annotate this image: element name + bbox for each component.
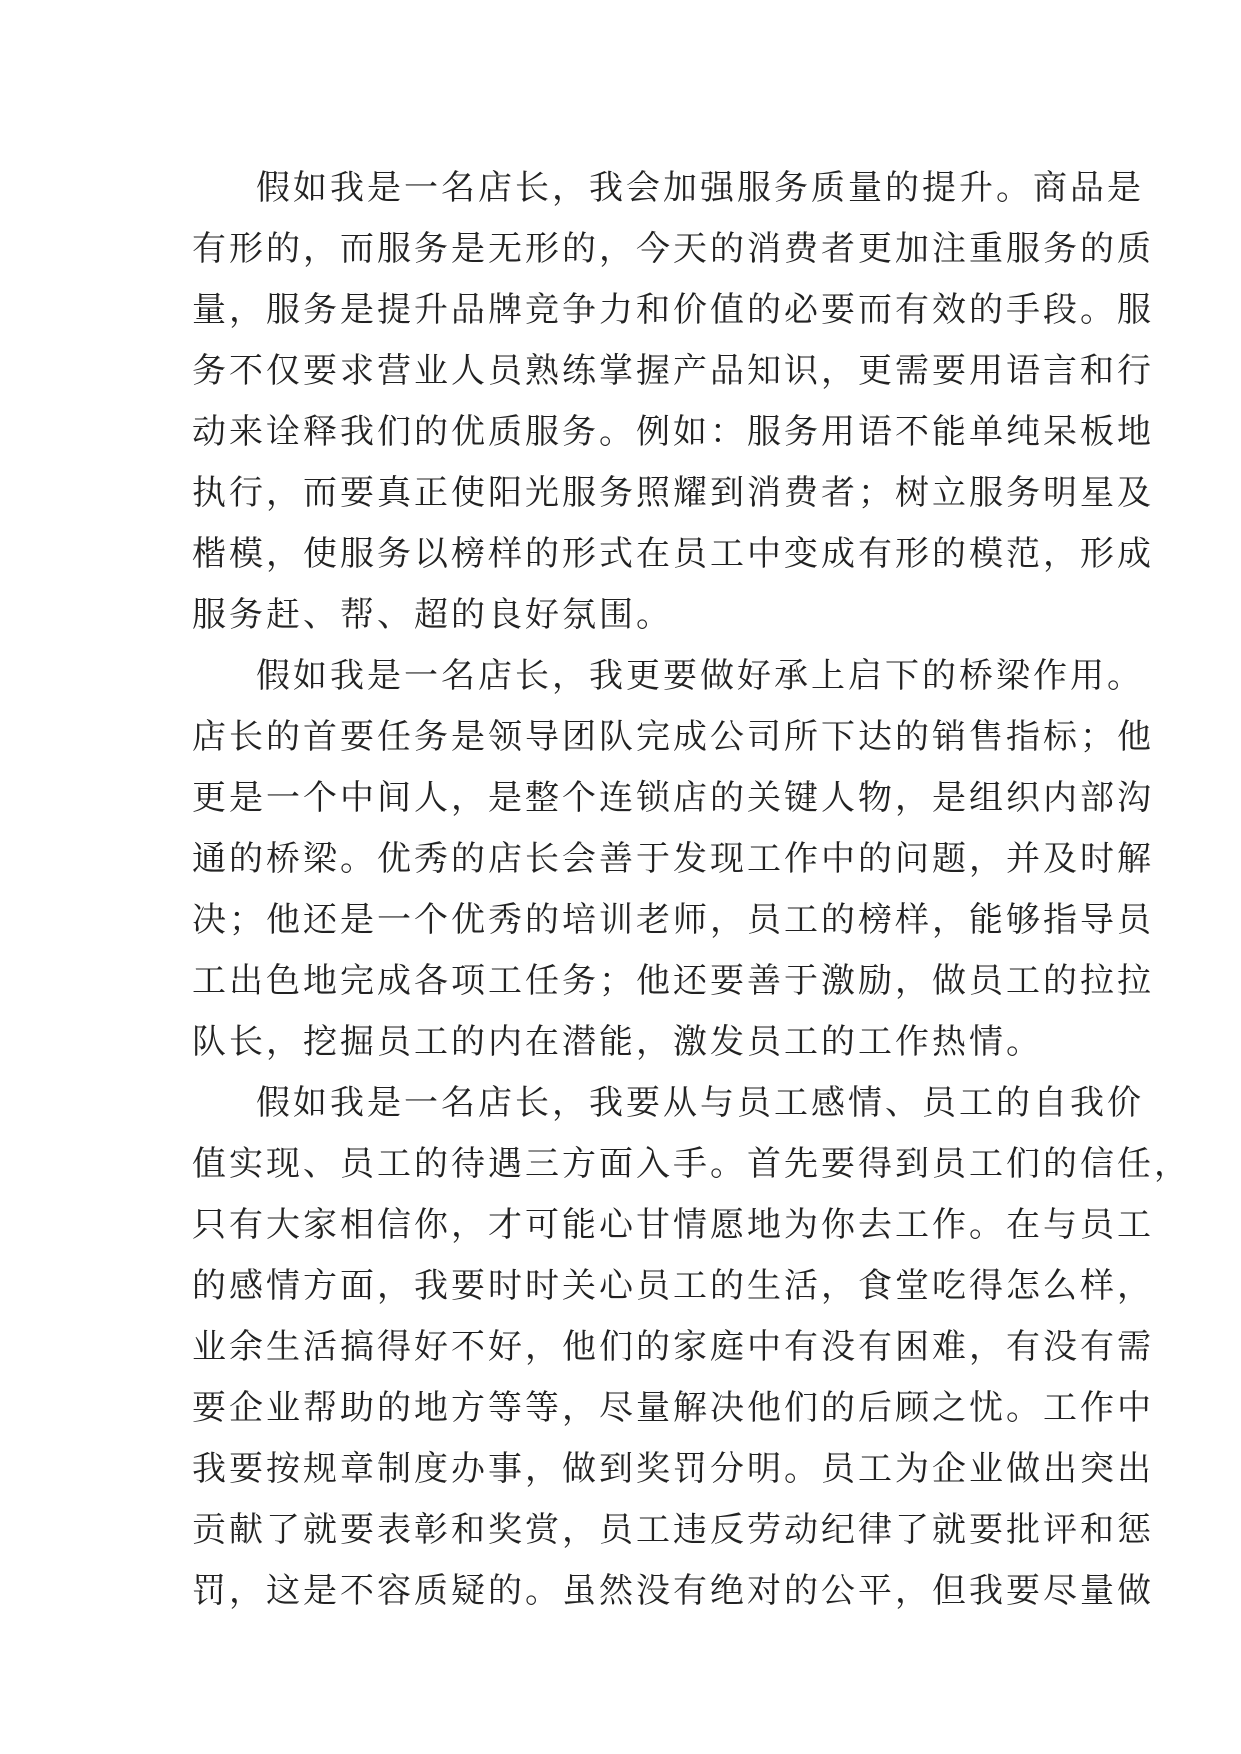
text-line: 楷模，使服务以榜样的形式在员工中变成有形的模范，形成 [192, 534, 1154, 574]
text-line: 服务赶、帮、超的良好氛围。 [192, 595, 673, 635]
text-line: 只有大家相信你，才可能心甘情愿地为你去工作。在与员工 [192, 1205, 1154, 1245]
text-line: 假如我是一名店长，我要从与员工感情、员工的自我价 [256, 1083, 1144, 1123]
text-line: 要企业帮助的地方等等，尽量解决他们的后顾之忧。工作中 [192, 1388, 1154, 1428]
text-line: 执行，而要真正使阳光服务照耀到消费者；树立服务明星及 [192, 473, 1154, 513]
text-line: 通的桥梁。优秀的店长会善于发现工作中的问题，并及时解 [192, 839, 1154, 879]
text-line: 值实现、员工的待遇三方面入手。首先要得到员工们的信任， [192, 1144, 1191, 1184]
text-line: 的感情方面，我要时时关心员工的生活，食堂吃得怎么样， [192, 1266, 1154, 1306]
text-line: 我要按规章制度办事，做到奖罚分明。员工为企业做出突出 [192, 1449, 1154, 1489]
text-line: 有形的，而服务是无形的，今天的消费者更加注重服务的质 [192, 229, 1154, 269]
text-line: 更是一个中间人，是整个连锁店的关键人物，是组织内部沟 [192, 778, 1154, 818]
text-line: 队长，挖掘员工的内在潜能，激发员工的工作热情。 [192, 1022, 1043, 1062]
text-line: 罚，这是不容质疑的。虽然没有绝对的公平，但我要尽量做 [192, 1571, 1154, 1611]
text-line: 假如我是一名店长，我会加强服务质量的提升。商品是 [256, 168, 1144, 208]
text-line: 动来诠释我们的优质服务。例如：服务用语不能单纯呆板地 [192, 412, 1154, 452]
text-line: 量，服务是提升品牌竞争力和价值的必要而有效的手段。服 [192, 290, 1154, 330]
body-text [192, 158, 1191, 1622]
text-line: 业余生活搞得好不好，他们的家庭中有没有困难，有没有需 [192, 1327, 1154, 1367]
text-line: 务不仅要求营业人员熟练掌握产品知识，更需要用语言和行 [192, 351, 1154, 391]
text-line: 贡献了就要表彰和奖赏，员工违反劳动纪律了就要批评和惩 [192, 1510, 1154, 1550]
text-line: 假如我是一名店长，我更要做好承上启下的桥梁作用。 [256, 656, 1144, 696]
text-line: 工出色地完成各项工任务；他还要善于激励，做员工的拉拉 [192, 961, 1154, 1001]
text-line: 决；他还是一个优秀的培训老师，员工的榜样，能够指导员 [192, 900, 1154, 940]
text-line: 店长的首要任务是领导团队完成公司所下达的销售指标；他 [192, 717, 1154, 757]
